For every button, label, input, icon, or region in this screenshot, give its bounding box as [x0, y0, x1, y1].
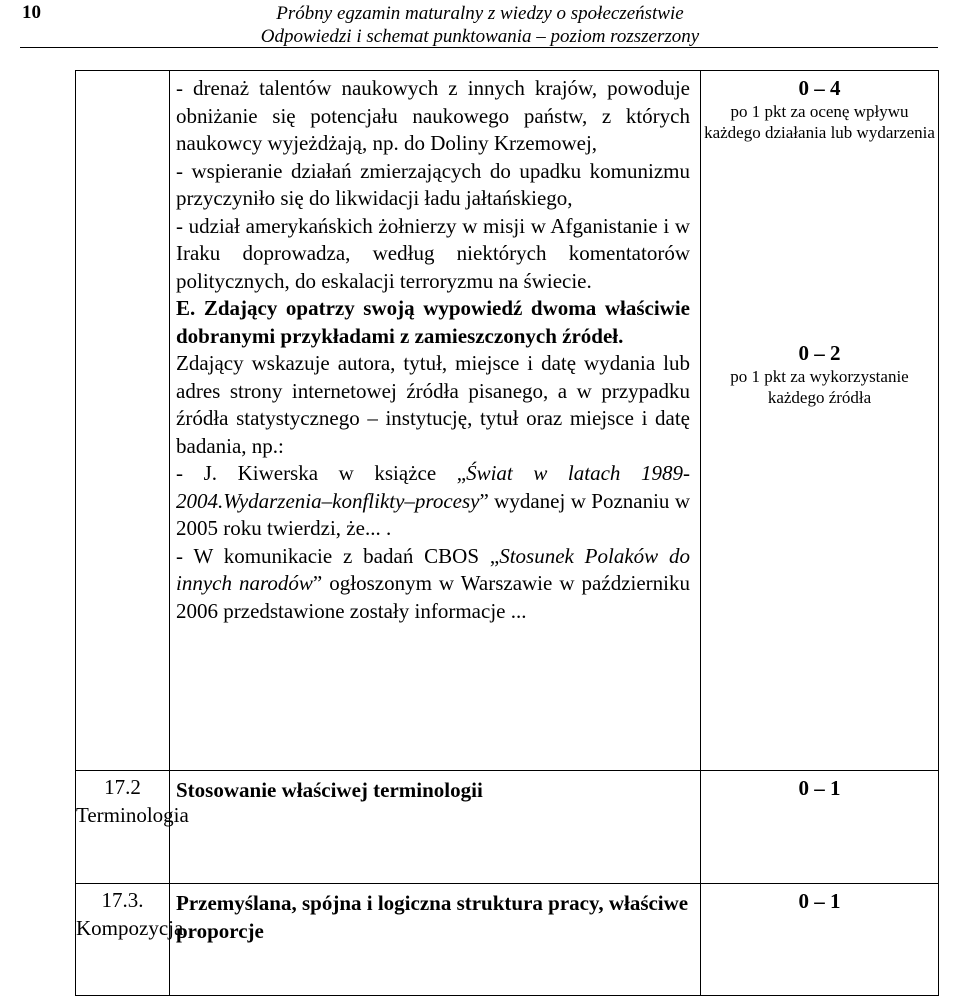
page-header — [180, 2, 780, 48]
list-item: - drenaż talentów naukowych z innych krajów, powoduje obniżanie się potencjału naukowego państw, z których naukowcy wyjeżdżają, np. do Doliny Krzemowej, — [176, 76, 690, 155]
score-value: 0 – 4 — [798, 76, 841, 100]
row-number-cell — [76, 884, 184, 996]
table-row-criteria — [76, 71, 939, 771]
header-subtitle: Odpowiedzi i schemat punktowania – poziom rozszerzony — [260, 26, 700, 47]
page-number: 10 — [22, 2, 41, 23]
row-number: 17.3. Kompozycja — [76, 888, 184, 940]
example-title: Stosunek Polaków do innych narodów — [176, 543, 690, 595]
score-note: po 1 pkt za wykorzystanie każdego źródła — [730, 367, 909, 407]
section-e-text: Zdający wskazuje autora, tytuł, miejsce i datę wydania lub adres strony internetowej źródła pisanego, a w przypadku źródła statystycznego – instytucję, tytuł oraz miejsce i datę badania, np.: — [176, 351, 690, 458]
header-divider — [20, 47, 938, 48]
table-row-terminology — [76, 771, 939, 884]
row-number: 17.2 Terminologia — [76, 775, 189, 827]
score-value: 0 – 2 — [798, 341, 841, 365]
row-number-cell — [76, 771, 189, 884]
criteria-text-cell — [170, 771, 701, 884]
score-value: 0 – 1 — [798, 889, 841, 913]
list-item: - W komunikacie z badań CBOS „Stosunek Polaków do innych narodów” ogłoszonym w Warszawie w październiku 2006 przedstawione zostały informacje ... — [176, 543, 690, 623]
score-cell — [701, 771, 939, 884]
row-number-cell-empty — [76, 71, 170, 771]
grading-table — [75, 70, 939, 996]
header-title: Próbny egzamin maturalny z wiedzy o społeczeństwie — [276, 3, 684, 24]
section-e-heading: E. Zdający opatrzy swoją wypowiedź dwoma właściwie dobranymi przykładami z zamieszczonych źródeł. — [176, 296, 690, 348]
score-cell — [701, 71, 939, 771]
list-item: - J. Kiwerska w książce „Świat w latach 1989-2004.Wydarzenia–konflikty–procesy” wydanej w Poznaniu w 2005 roku twierdzi, że... . — [176, 461, 690, 540]
score-cell — [701, 884, 939, 996]
criteria-text-cell — [170, 71, 701, 771]
list-item: - udział amerykańskich żołnierzy w misji w Afganistanie i w Iraku doprowadza, według niektórych komentatorów politycznych, do eskalacji terroryzmu na świecie. — [176, 213, 690, 293]
criteria-text: Stosowanie właściwej terminologii — [176, 778, 483, 802]
list-item: - wspieranie działań zmierzających do upadku komunizmu przyczyniło się do likwidacji ładu jałtańskiego, — [176, 158, 690, 210]
criteria-text-cell — [170, 884, 701, 996]
criteria-text: Przemyślana, spójna i logiczna struktura pracy, właściwe proporcje — [176, 891, 689, 943]
score-note: po 1 pkt za ocenę wpływu każdego działania lub wydarzenia — [704, 102, 935, 142]
score-value: 0 – 1 — [798, 776, 841, 800]
table-row-composition — [76, 884, 939, 996]
example-title: Świat w latach 1989-2004.Wydarzenia–konflikty–procesy — [176, 461, 690, 513]
